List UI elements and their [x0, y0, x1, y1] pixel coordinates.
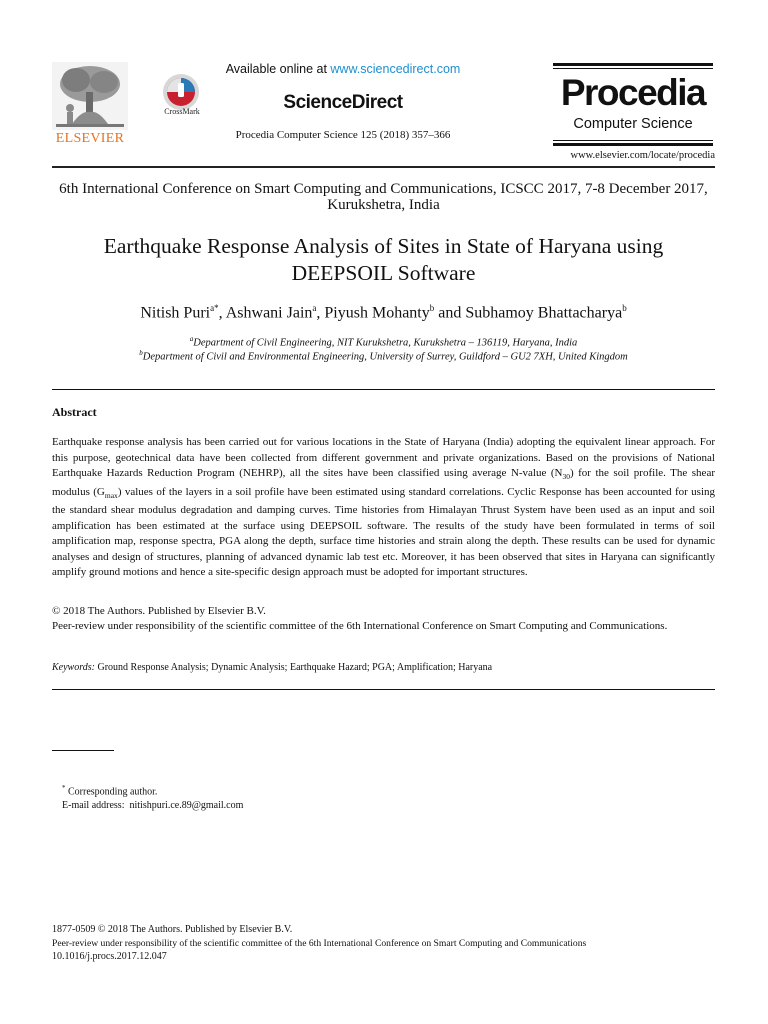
keywords-label: Keywords:: [52, 662, 95, 673]
journal-url[interactable]: www.elsevier.com/locate/procedia: [570, 150, 715, 161]
copyright-notice: © 2018 The Authors. Published by Elsevier B.V.: [52, 605, 266, 617]
affiliation-mark: b: [139, 349, 143, 357]
corresponding-author-text: Corresponding author.: [68, 786, 158, 798]
email-line: [62, 800, 243, 811]
procedia-bottom-rule: [553, 143, 713, 146]
header-divider: [52, 166, 715, 168]
keywords-line: [52, 662, 715, 673]
affiliation-text: Department of Civil and Environmental Engineering, University of Surrey, Guildford – GU2 7XH, United Kingdom: [142, 351, 628, 363]
footer-peer-review: Peer-review under responsibility of the scientific committee of the 6th International Conference on Smart Computing and Communications: [52, 938, 587, 949]
author-name: Piyush Mohanty: [324, 304, 430, 322]
author-name: Ashwani Jain: [225, 304, 313, 322]
affiliation-text: Department of Civil Engineering, NIT Kurukshetra, Kurukshetra – 136119, Haryana, India: [193, 337, 578, 349]
author-affiliation-mark: a: [312, 303, 317, 313]
affiliation-mark: a: [189, 335, 194, 343]
procedia-bottom-thin-rule: [553, 140, 713, 141]
author-affiliation-mark: a*: [210, 303, 219, 313]
elsevier-wordmark: ELSEVIER: [55, 131, 125, 146]
author-list: Nitish Puri$^{a*}$, Ashwani Jain$^a$, Piyush Mohanty$^b$ and Subhamoy Bhattacharya$^b$: [140, 303, 627, 322]
procedia-logo: [553, 63, 713, 147]
available-prefix: Available online at: [225, 62, 331, 76]
abstract-bottom-rule: [52, 689, 715, 690]
sciencedirect-wordmark: ScienceDirect: [283, 92, 403, 113]
availability-line: [200, 62, 486, 76]
author-affiliation-mark: b: [622, 303, 627, 313]
affiliation-a: [52, 335, 715, 349]
journal-subtitle: Computer Science: [573, 116, 693, 132]
abstract-heading: Abstract: [52, 405, 97, 419]
author-name: Subhamoy Bhattacharya: [465, 304, 623, 322]
journal-reference: Procedia Computer Science 125 (2018) 357–366: [235, 129, 451, 141]
abstract-part-1: Earthquake response analysis has been carried out for various locations in the State of Haryana (India) adopting the equivalent linear approach. For this purpose, geotechnical data have been collected from different government and private organizations. Based on the provisions of National Earthquake Hazards Reduction Program (NEHRP), all the sites have been classified using average N-value (N: [52, 436, 715, 479]
author-name: Nitish Puri: [140, 304, 211, 322]
n30-subscript: 30: [562, 472, 570, 482]
corresponding-author-note: [62, 784, 157, 797]
peer-review-notice: Peer-review under responsibility of the scientific committee of the 6th International Conference on Smart Computing and Communications.: [52, 620, 668, 632]
keywords-list: Ground Response Analysis; Dynamic Analysis; Earthquake Hazard; PGA; Amplification; Haryana: [97, 662, 493, 673]
procedia-wordmark: Procedia: [560, 72, 706, 113]
doi-link[interactable]: 10.1016/j.procs.2017.12.047: [52, 951, 167, 962]
procedia-top-rule: [553, 63, 713, 66]
footnote-rule: [52, 750, 114, 751]
abstract-part-3: ) values of the layers in a soil profile have been estimated using standard correlations. Cyclic Response has been accounted for using the standard shear modulus degradation and damping curves. Time histories from Himalayan Thrust System have been used as an input and soil amplification has been estimated at the surface using DEEPSOIL software. The results of the study have been formulated in terms of soil amplification map, response spectra, PGA along the depth, surface time histories and strain along the depth. These results can be used for dynamic analyses and design of structures, planning of advanced dynamic lab test etc. Moreover, it has been observed that sites in Haryana can significantly amplify ground motions and hence a site-specific design approach must be adopted for important structures.: [52, 485, 716, 579]
footnote-marker: *: [62, 784, 66, 792]
procedia-top-thin-rule: [553, 68, 713, 69]
abstract-body: [52, 435, 715, 581]
email-label: E-mail address:: [62, 800, 125, 811]
title-line-2: DEEPSOIL Software: [291, 261, 476, 285]
abstract-part-2: ) for the soil profile. The shear modulus (G: [52, 467, 715, 498]
paper-title: [52, 233, 715, 287]
author-affiliation-mark: b: [429, 303, 435, 313]
sciencedirect-link[interactable]: www.sciencedirect.com: [330, 62, 461, 76]
abstract-top-rule: [52, 389, 715, 390]
conference-line: 6th International Conference on Smart Computing and Communications, ICSCC 2017, 7-8 December 2017, Kurukshetra, India: [59, 181, 708, 213]
gmax-subscript: max: [104, 490, 118, 500]
title-line-1: Earthquake Response Analysis of Sites in State of Haryana using: [103, 234, 664, 258]
crossmark-label: CrossMark: [164, 107, 200, 116]
issn-copyright: 1877-0509 © 2018 The Authors. Published by Elsevier B.V.: [52, 924, 293, 935]
email-address[interactable]: nitishpuri.ce.89@gmail.com: [129, 800, 244, 811]
affiliation-b: [52, 349, 715, 363]
